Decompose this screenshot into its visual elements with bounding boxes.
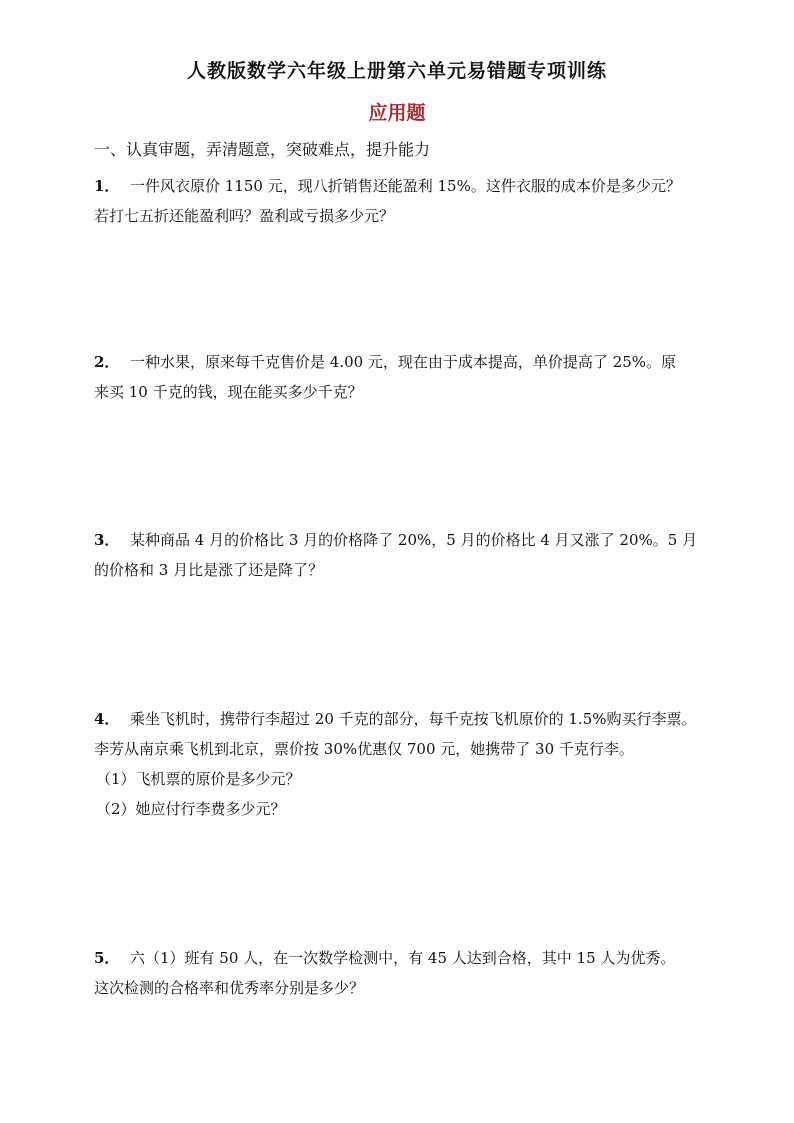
question-1-number: 1． (94, 177, 120, 195)
question-4-text-2: 李芳从南京乘飞机到北京，票价按 30%优惠仅 700 元，她携带了 30 千克行李。 (94, 740, 634, 758)
question-4-subquestion-1: （1）飞机票的原价是多少元？ (96, 770, 301, 788)
question-1-line-1 (94, 171, 704, 201)
question-3-text-1: 某种商品 4 月的价格比 3 月的价格降了 20%，5 月的价格比 4 月又涨了 20%。5 月 (130, 531, 698, 549)
question-5-number: 5． (94, 949, 120, 967)
question-3-number: 3． (94, 531, 120, 549)
question-1 (94, 171, 704, 231)
question-3 (94, 525, 704, 585)
question-4-line-1 (94, 704, 704, 734)
question-1-text-2: 若打七五折还能盈利吗？盈利或亏损多少元？ (94, 207, 395, 225)
question-5 (94, 943, 704, 1003)
section-heading: 一、认真审题，弄清题意，突破难点，提升能力 (94, 140, 431, 159)
question-4-text-1: 乘坐飞机时，携带行李超过 20 千克的部分，每千克按飞机原价的 1.5%购买行李票。 (130, 710, 697, 728)
question-5-text-1: 六（1）班有 50 人，在一次数学检测中，有 45 人达到合格，其中 15 人为优秀。 (130, 949, 676, 967)
page-title: 人教版数学六年级上册第六单元易错题专项训练 (186, 60, 607, 82)
question-2-text-1: 一种水果，原来每千克售价是 4.00 元，现在由于成本提高，单价提高了 25%。原 (130, 353, 677, 371)
question-4-subquestion-2: （2）她应付行李费多少元？ (96, 800, 286, 818)
question-5-line-1 (94, 943, 704, 973)
question-1-text-1: 一件风衣原价 1150 元，现八折销售还能盈利 15%。这件衣服的成本价是多少元？ (130, 177, 681, 195)
question-4 (94, 704, 704, 824)
question-2-text-2: 来买 10 千克的钱，现在能买多少千克？ (94, 383, 363, 401)
question-2 (94, 347, 704, 407)
question-4-number: 4． (94, 710, 120, 728)
question-2-line-1 (94, 347, 704, 377)
question-3-text-2: 的价格和 3 月比是涨了还是降了？ (94, 561, 324, 579)
page-subtitle: 应用题 (368, 102, 426, 124)
question-2-number: 2． (94, 353, 120, 371)
question-3-line-1 (94, 525, 704, 555)
question-5-text-2: 这次检测的合格率和优秀率分别是多少？ (94, 979, 365, 997)
